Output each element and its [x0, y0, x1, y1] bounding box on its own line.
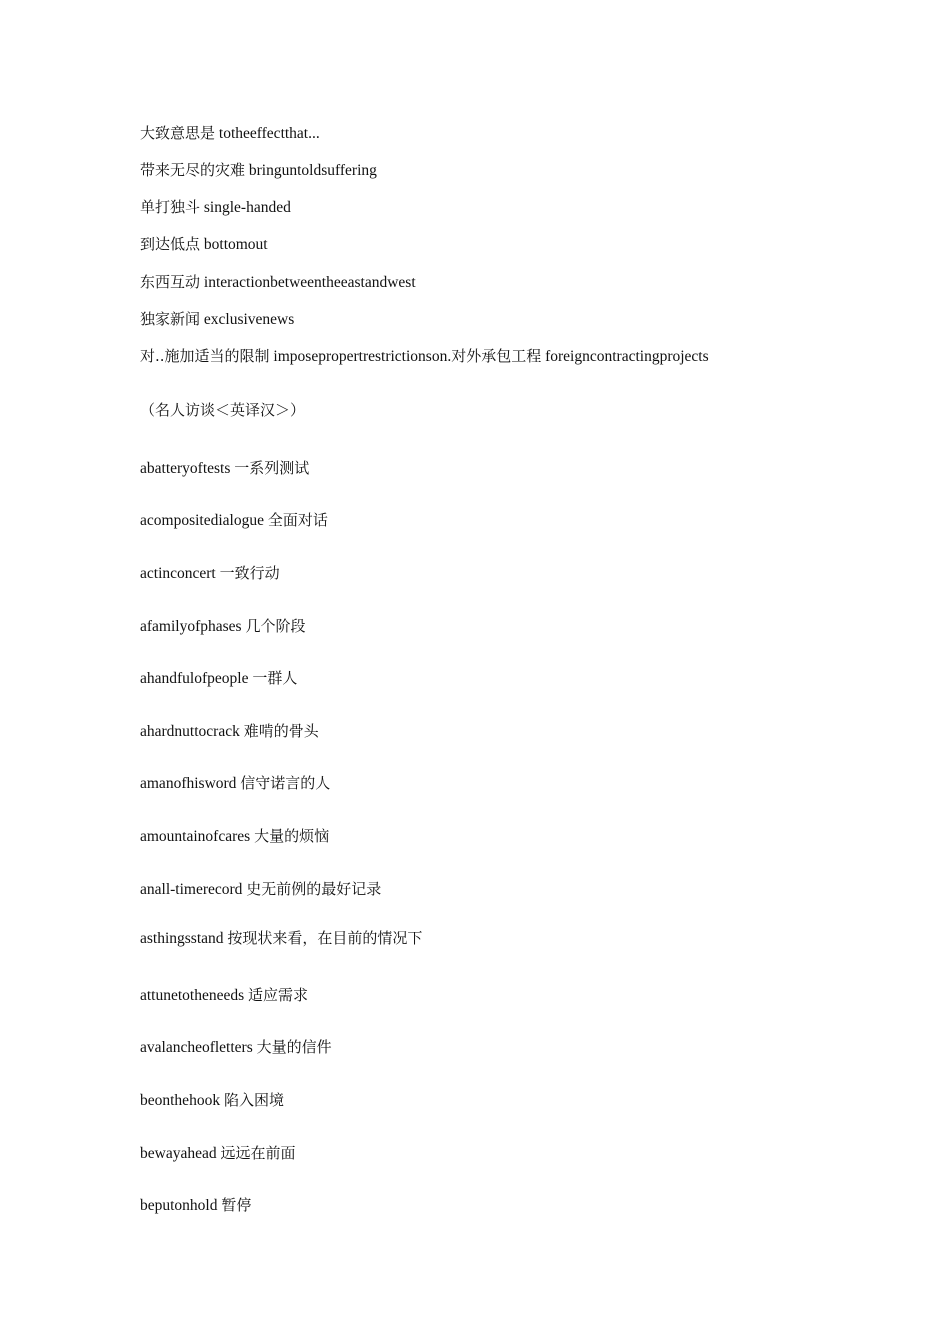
glossary-english: bewayahead [140, 1145, 217, 1162]
glossary-chinese: 按现状来看，在目前的情况下 [227, 929, 423, 947]
glossary-english: actinconcert [140, 565, 216, 582]
glossary-english: acompositedialogue [140, 512, 264, 529]
glossary-english: amanofhisword [140, 775, 237, 792]
glossary-chinese: 一群人 [252, 669, 298, 687]
glossary-english: beputonhold [140, 1197, 218, 1214]
glossary-entry [140, 721, 319, 742]
glossary-english: ahardnuttocrack [140, 723, 240, 740]
glossary-english: afamilyofphases [140, 618, 242, 635]
glossary-entry [140, 510, 328, 531]
glossary-chinese: 适应需求 [248, 986, 309, 1004]
glossary-entry [140, 1090, 284, 1111]
intro-line [140, 346, 709, 367]
glossary-entry [140, 773, 330, 794]
glossary-entry [140, 985, 308, 1006]
glossary-entry [140, 458, 309, 479]
glossary-english: beonthehook [140, 1092, 221, 1109]
intro-english: bottomout [203, 236, 268, 253]
intro-line [140, 160, 377, 181]
glossary-english: amountainofcares [140, 828, 251, 845]
intro-english: foreigncontractingprojects [545, 348, 709, 365]
intro-chinese: 对..施加适当的限制 [140, 347, 270, 365]
glossary-chinese: 陷入困境 [223, 1091, 284, 1109]
glossary-chinese: 一致行动 [219, 564, 280, 582]
glossary-entry [140, 668, 297, 689]
glossary-english: asthingsstand [140, 930, 224, 947]
glossary-english: attunetotheneeds [140, 987, 245, 1004]
glossary-chinese: 信守诺言的人 [240, 774, 331, 792]
glossary-chinese: 远远在前面 [220, 1144, 296, 1162]
glossary-entry [140, 879, 381, 900]
intro-chinese: 大致意思是 [140, 124, 216, 142]
glossary-entry [140, 928, 422, 949]
glossary-entry [140, 1143, 295, 1164]
intro-chinese: 东西互动 [140, 273, 201, 291]
intro-english: bringuntoldsuffering [248, 162, 377, 179]
intro-chinese: 到达低点 [140, 235, 201, 253]
glossary-entry [140, 563, 280, 584]
intro-chinese: 对外承包工程 [451, 347, 542, 365]
section-heading [140, 400, 305, 421]
glossary-english: avalancheofletters [140, 1039, 253, 1056]
intro-chinese: 单打独斗 [140, 198, 201, 216]
intro-english: interactionbetweentheeastandwest [203, 274, 416, 291]
glossary-chinese: 全面对话 [267, 511, 328, 529]
intro-line [140, 123, 320, 144]
intro-line [140, 197, 291, 218]
glossary-entry [140, 826, 329, 847]
glossary-english: abatteryoftests [140, 460, 231, 477]
section-heading-text: （名人访谈＜英译汉＞） [140, 401, 306, 419]
intro-english: exclusivenews [203, 311, 295, 328]
glossary-english: ahandfulofpeople [140, 670, 249, 687]
glossary-entry [140, 1195, 251, 1216]
glossary-entry [140, 1037, 332, 1058]
intro-chinese: 独家新闻 [140, 310, 201, 328]
glossary-chinese: 难啃的骨头 [243, 722, 319, 740]
glossary-chinese: 几个阶段 [245, 617, 306, 635]
intro-line [140, 272, 416, 293]
intro-line [140, 234, 268, 255]
glossary-chinese: 大量的烦恼 [254, 827, 330, 845]
glossary-english: anall-timerecord [140, 881, 243, 898]
intro-english: totheeffectthat... [218, 125, 320, 142]
intro-english: single-handed [203, 199, 291, 216]
glossary-chinese: 大量的信件 [256, 1038, 332, 1056]
glossary-chinese: 史无前例的最好记录 [246, 880, 382, 898]
intro-english: imposepropertrestrictionson. [273, 348, 452, 365]
glossary-chinese: 暂停 [221, 1196, 252, 1214]
intro-chinese: 带来无尽的灾难 [140, 161, 246, 179]
glossary-chinese: 一系列测试 [234, 459, 310, 477]
intro-line [140, 309, 294, 330]
glossary-entry [140, 616, 305, 637]
